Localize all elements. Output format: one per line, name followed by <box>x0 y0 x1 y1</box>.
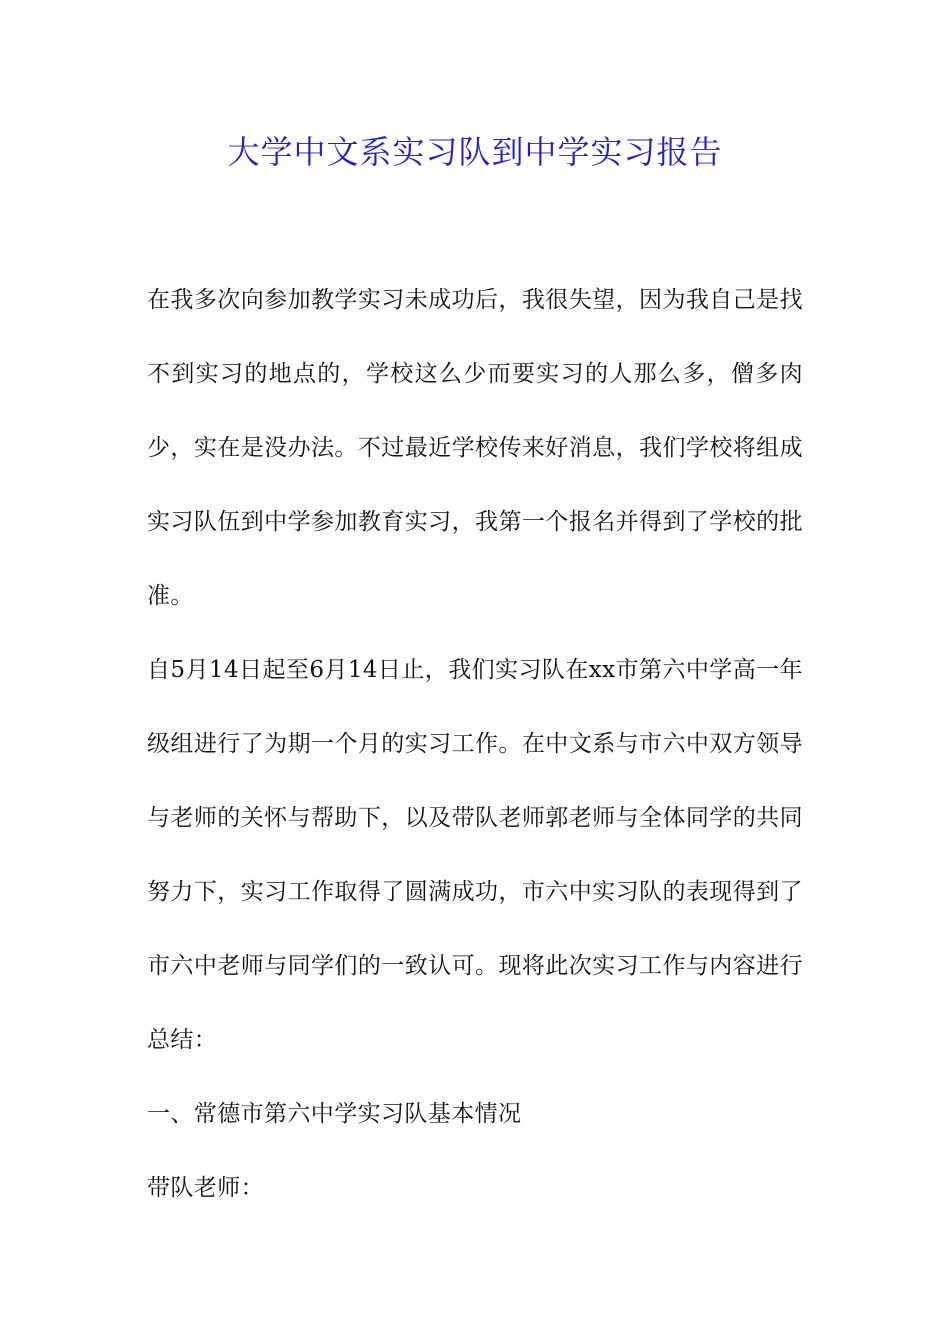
document-body <box>147 263 803 1225</box>
paragraph-lead-teacher: 带队老师： <box>147 1175 264 1201</box>
document-title: 大学中文系实习队到中学实习报告 <box>227 133 723 171</box>
paragraph-summary: 自5月14日起至6月14日止，我们实习队在xx市第六中学高一年级组进行了为期一个月的实习工作。在中文系与市六中双方领导与老师的关怀与帮助下，以及带队老师郭老师与全体同学的共同努力下，实习工作取得了圆满成功，市六中实习队的表现得到了市六中老师与同学们的一致认可。现将此次实习工作与内容进行总结： <box>147 657 803 1053</box>
paragraph-intro: 在我多次向参加教学实习未成功后，我很失望，因为我自己是找不到实习的地点的，学校这么少而要实习的人那么多，僧多肉少，实在是没办法。不过最近学校传来好消息，我们学校将组成实习队伍到中学参加教育实习，我第一个报名并得到了学校的批准。 <box>147 287 803 609</box>
section-heading: 一、常德市第六中学实习队基本情况 <box>147 1101 522 1127</box>
